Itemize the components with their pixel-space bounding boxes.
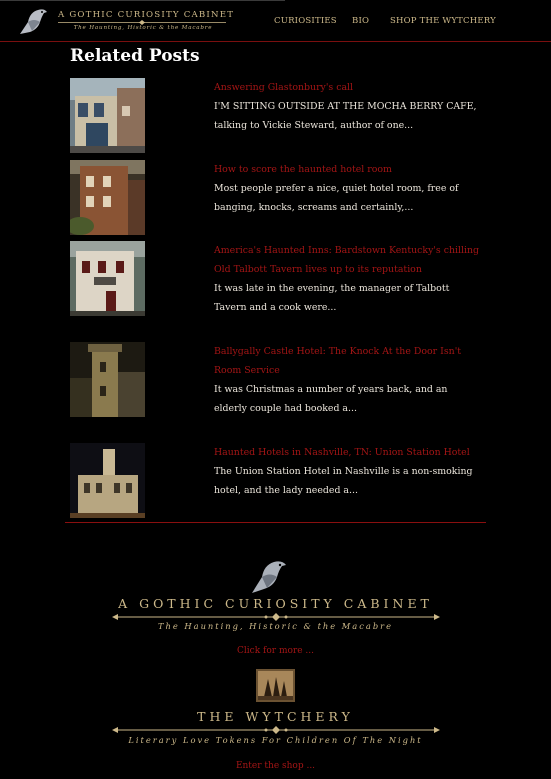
- post-excerpt: It was late in the evening, the manager of Talbott Tavern and a cook were...: [214, 283, 450, 313]
- site-header: [0, 0, 551, 42]
- footer-cabinet-title[interactable]: A GOTHIC CURIOSITY CABINET: [118, 596, 433, 611]
- post-excerpt: The Union Station Hotel in Nashville is a non-smoking hotel, and the lady needed a...: [214, 466, 473, 496]
- post-excerpt: It was Christmas a number of years back, and an elderly couple had booked a...: [214, 384, 448, 414]
- nav-bio[interactable]: BIO: [352, 16, 370, 26]
- post-title-link[interactable]: Haunted Hotels in Nashville, TN: Union Station Hotel: [214, 447, 470, 458]
- post-thumbnail[interactable]: [70, 160, 145, 235]
- post-thumbnail[interactable]: [70, 241, 145, 316]
- footer-wytchery-subtitle: Literary Love Tokens For Children Of The Night: [128, 735, 423, 745]
- logo-subtitle: The Haunting, Historic & the Macabre: [73, 25, 213, 31]
- nav-curiosities[interactable]: CURIOSITIES: [274, 16, 337, 26]
- post-thumbnail[interactable]: [70, 78, 145, 153]
- nav-shop-the-wytchery[interactable]: SHOP THE WYTCHERY: [390, 16, 496, 26]
- raven-icon: [248, 555, 294, 595]
- post-title-link[interactable]: Ballygally Castle Hotel: The Knock At the Door Isn't Room Service: [214, 346, 462, 376]
- post-title-link[interactable]: Answering Glastonbury's call: [214, 82, 354, 93]
- logo-title: A GOTHIC CURIOSITY CABINET: [58, 10, 235, 20]
- header-top-rule: [0, 0, 285, 1]
- click-for-more-link[interactable]: Click for more ...: [237, 646, 314, 656]
- post-title-link[interactable]: America's Haunted Inns: Bardstown Kentucky's chilling Old Talbott Tavern lives up to its reputation: [214, 245, 480, 275]
- related-posts-heading: Related Posts: [70, 46, 200, 66]
- post-title-link[interactable]: How to score the haunted hotel room: [214, 164, 392, 175]
- enter-the-shop-link[interactable]: Enter the shop ...: [235, 761, 316, 771]
- raven-icon: [14, 4, 54, 38]
- site-logo[interactable]: [14, 4, 235, 38]
- post-thumbnail[interactable]: [70, 443, 145, 518]
- wytchery-emblem-image[interactable]: [256, 669, 295, 702]
- ornament-divider: [112, 726, 440, 734]
- section-divider: [65, 522, 486, 523]
- post-excerpt: I'M SITTING OUTSIDE AT THE MOCHA BERRY CAFE, talking to Vickie Steward, author of one...: [214, 101, 477, 131]
- post-excerpt: Most people prefer a nice, quiet hotel room, free of banging, knocks, screams and certainly,...: [214, 183, 459, 213]
- post-thumbnail[interactable]: [70, 342, 145, 417]
- ornament-divider: [112, 613, 440, 621]
- footer-cabinet-subtitle: The Haunting, Historic & the Macabre: [157, 621, 394, 631]
- footer-wytchery-title[interactable]: THE WYTCHERY: [197, 709, 354, 724]
